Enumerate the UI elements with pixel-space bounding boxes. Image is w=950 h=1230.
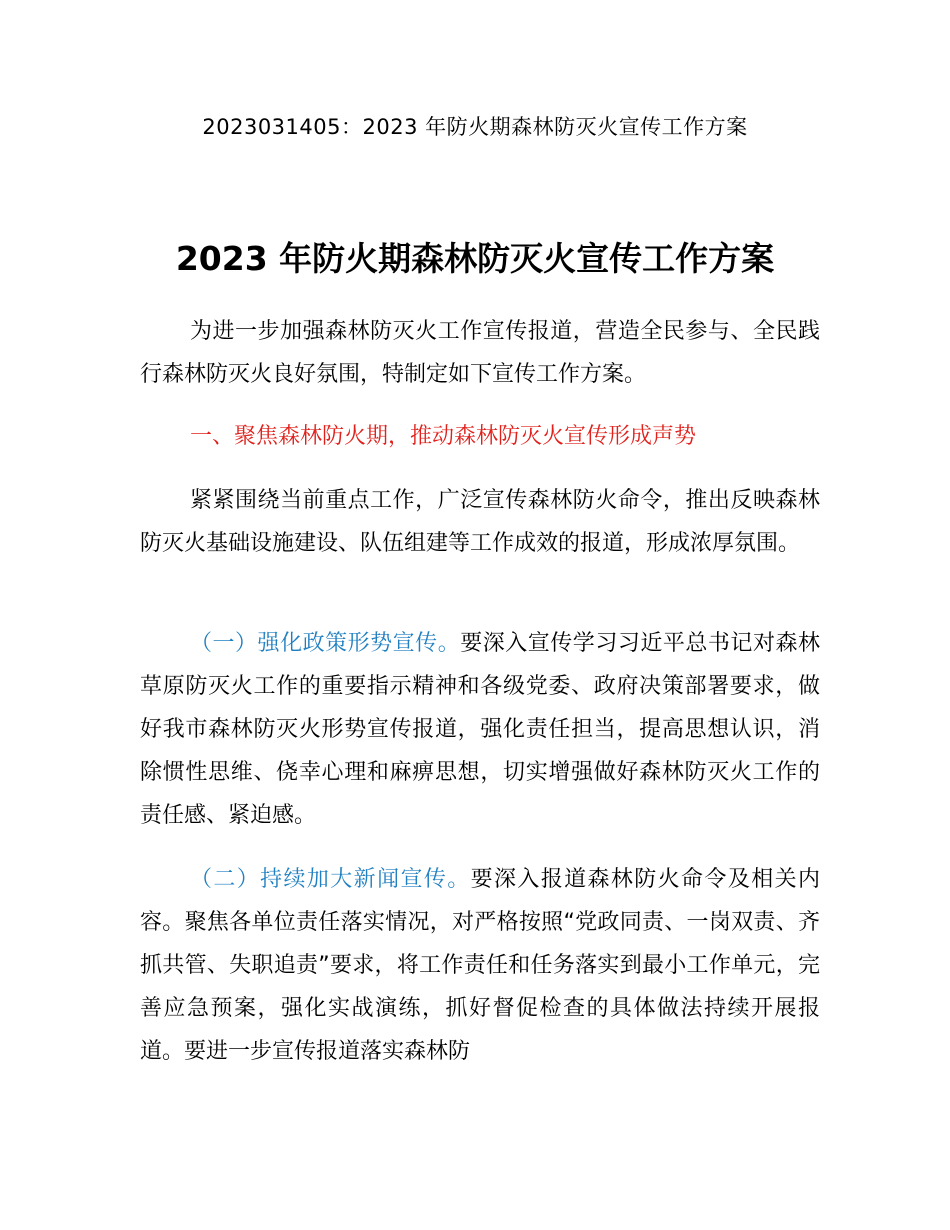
document-header-line: 2023031405：2023 年防火期森林防灭火宣传工作方案 (202, 115, 748, 139)
section-1-heading: 一、聚焦森林防火期，推动森林防灭火宣传形成声势 (190, 424, 697, 449)
item-2-paragraph (140, 858, 820, 1073)
item-2-body: 要深入报道森林防火命令及相关内容。聚焦各单位责任落实情况，对严格按照“党政同责、一岗双责、齐抓共管、失职追责”要求，将工作责任和任务落实到最小工作单元，完善应急预案，强化实战演练，抓好督促检查的具体做法持续开展报道。要进一步宣传报道落实森林防 (140, 867, 820, 1064)
document-title: 2023 年防火期森林防灭火宣传工作方案 (175, 239, 775, 278)
item-1-body: 要深入宣传学习习近平总书记对森林草原防灭火工作的重要指示精神和各级党委、政府决策部署要求，做好我市森林防灭火形势宣传报道，强化责任担当，提高思想认识，消除惯性思维、侥幸心理和麻痹思想，切实增强做好森林防灭火工作的责任感、紧迫感。 (140, 631, 820, 828)
intro-paragraph: 为进一步加强森林防灭火工作宣传报道，营造全民参与、全民践行森林防灭火良好氛围，特制定如下宣传工作方案。 (140, 319, 820, 387)
item-1-paragraph (140, 622, 820, 837)
item-2-heading: （二）持续加大新闻宣传。 (190, 867, 471, 892)
section-1-paragraph: 紧紧围绕当前重点工作，广泛宣传森林防火命令，推出反映森林防灭火基础设施建设、队伍组建等工作成效的报道，形成浓厚氛围。 (140, 488, 820, 556)
item-1-heading: （一）强化政策形势宣传。 (190, 631, 461, 656)
